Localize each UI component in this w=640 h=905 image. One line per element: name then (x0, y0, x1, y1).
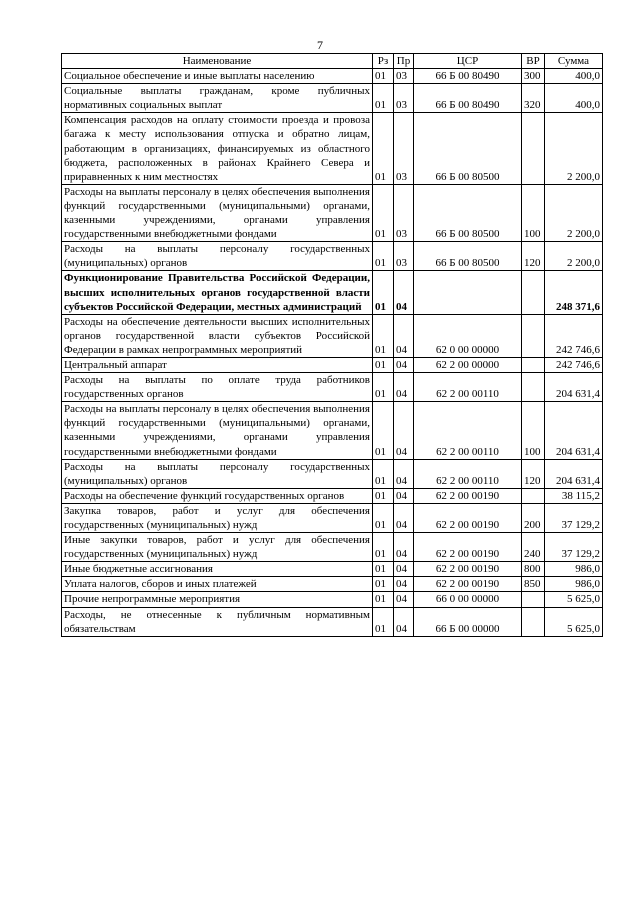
cell-rz: 01 (373, 184, 394, 241)
cell-sum: 5 625,0 (545, 607, 603, 636)
cell-sum: 204 631,4 (545, 459, 603, 488)
cell-sum: 2 200,0 (545, 113, 603, 184)
cell-name: Прочие непрограммные мероприятия (62, 592, 373, 607)
cell-pr: 04 (394, 607, 414, 636)
table-row (62, 402, 603, 459)
cell-sum: 37 129,2 (545, 503, 603, 532)
cell-rz: 01 (373, 69, 394, 84)
cell-sum: 2 200,0 (545, 184, 603, 241)
cell-csr (414, 271, 522, 314)
cell-name: Расходы на выплаты персоналу государственных (муниципальных) органов (62, 459, 373, 488)
cell-pr: 04 (394, 314, 414, 357)
cell-sum: 38 115,2 (545, 488, 603, 503)
cell-vr (522, 113, 545, 184)
cell-sum: 5 625,0 (545, 592, 603, 607)
cell-rz: 01 (373, 533, 394, 562)
cell-name: Уплата налогов, сборов и иных платежей (62, 577, 373, 592)
cell-sum: 204 631,4 (545, 402, 603, 459)
budget-table (61, 53, 603, 637)
cell-sum: 37 129,2 (545, 533, 603, 562)
cell-rz: 01 (373, 607, 394, 636)
table-row-section (62, 271, 603, 314)
cell-vr (522, 607, 545, 636)
table-row (62, 357, 603, 372)
table-row (62, 607, 603, 636)
header-name: Наименование (62, 54, 373, 69)
cell-pr: 04 (394, 402, 414, 459)
header-vr: ВР (522, 54, 545, 69)
cell-rz: 01 (373, 242, 394, 271)
cell-pr: 04 (394, 562, 414, 577)
cell-name: Расходы на обеспечение деятельности высших исполнительных органов государственной власти субъектов Российской Федерации в рамках непрограммных мероприятий (62, 314, 373, 357)
header-sum: Сумма (545, 54, 603, 69)
cell-rz: 01 (373, 373, 394, 402)
table-row (62, 459, 603, 488)
cell-vr: 850 (522, 577, 545, 592)
cell-rz: 01 (373, 113, 394, 184)
cell-csr: 62 2 00 00110 (414, 459, 522, 488)
cell-name: Расходы на выплаты персоналу государственных (муниципальных) органов (62, 242, 373, 271)
cell-sum: 400,0 (545, 69, 603, 84)
cell-vr: 100 (522, 402, 545, 459)
cell-pr: 04 (394, 592, 414, 607)
cell-name: Центральный аппарат (62, 357, 373, 372)
cell-csr: 62 2 00 00190 (414, 488, 522, 503)
cell-pr: 04 (394, 533, 414, 562)
cell-rz: 01 (373, 488, 394, 503)
cell-name: Закупка товаров, работ и услуг для обеспечения государственных (муниципальных) нужд (62, 503, 373, 532)
cell-name: Функционирование Правительства Российской Федерации, высших исполнительных органов государственной власти субъектов Российской Федерации, местных администраций (62, 271, 373, 314)
header-csr: ЦСР (414, 54, 522, 69)
cell-sum: 986,0 (545, 562, 603, 577)
cell-pr: 04 (394, 488, 414, 503)
cell-csr: 62 2 00 00110 (414, 402, 522, 459)
table-row (62, 113, 603, 184)
cell-pr: 03 (394, 69, 414, 84)
cell-rz: 01 (373, 459, 394, 488)
cell-vr: 100 (522, 184, 545, 241)
header-rz: Рз (373, 54, 394, 69)
cell-pr: 04 (394, 577, 414, 592)
cell-csr: 66 Б 00 80490 (414, 69, 522, 84)
cell-name: Расходы, не отнесенные к публичным нормативным обязательствам (62, 607, 373, 636)
cell-csr: 62 2 00 00110 (414, 373, 522, 402)
table-row (62, 503, 603, 532)
cell-name: Социальные выплаты гражданам, кроме публичных нормативных социальных выплат (62, 84, 373, 113)
cell-pr: 04 (394, 357, 414, 372)
cell-pr: 03 (394, 184, 414, 241)
cell-sum: 2 200,0 (545, 242, 603, 271)
cell-csr: 66 Б 00 80500 (414, 113, 522, 184)
cell-pr: 04 (394, 271, 414, 314)
cell-vr (522, 488, 545, 503)
cell-rz: 01 (373, 577, 394, 592)
cell-vr (522, 314, 545, 357)
table-row (62, 592, 603, 607)
cell-csr: 66 0 00 00000 (414, 592, 522, 607)
cell-sum: 204 631,4 (545, 373, 603, 402)
cell-csr: 66 Б 00 80500 (414, 242, 522, 271)
cell-pr: 04 (394, 459, 414, 488)
cell-csr: 66 Б 00 80500 (414, 184, 522, 241)
cell-sum: 242 746,6 (545, 357, 603, 372)
cell-name: Расходы на выплаты персоналу в целях обеспечения выполнения функций государственными (муниципальными) органами, казенными учреждениями, органами управления государственными внебюджетными фондами (62, 402, 373, 459)
cell-csr: 62 2 00 00190 (414, 577, 522, 592)
cell-vr: 120 (522, 459, 545, 488)
cell-pr: 04 (394, 373, 414, 402)
table-row (62, 488, 603, 503)
table-header-row (62, 54, 603, 69)
table-row (62, 69, 603, 84)
cell-rz: 01 (373, 357, 394, 372)
cell-name: Социальное обеспечение и иные выплаты населению (62, 69, 373, 84)
cell-csr: 62 2 00 00190 (414, 533, 522, 562)
cell-vr (522, 373, 545, 402)
cell-name: Иные закупки товаров, работ и услуг для обеспечения государственных (муниципальных) нужд (62, 533, 373, 562)
cell-rz: 01 (373, 503, 394, 532)
cell-name: Расходы на выплаты по оплате труда работников государственных органов (62, 373, 373, 402)
cell-vr: 300 (522, 69, 545, 84)
cell-rz: 01 (373, 314, 394, 357)
cell-pr: 04 (394, 503, 414, 532)
cell-rz: 01 (373, 84, 394, 113)
table-row (62, 242, 603, 271)
cell-rz: 01 (373, 562, 394, 577)
table-row (62, 373, 603, 402)
table-body (62, 69, 603, 637)
cell-vr (522, 271, 545, 314)
cell-name: Расходы на обеспечение функций государственных органов (62, 488, 373, 503)
cell-csr: 62 0 00 00000 (414, 314, 522, 357)
cell-name: Расходы на выплаты персоналу в целях обеспечения выполнения функций государственными (муниципальными) органами, казенными учреждениями, органами управления государственными внебюджетными фондами (62, 184, 373, 241)
cell-rz: 01 (373, 402, 394, 459)
cell-pr: 03 (394, 113, 414, 184)
cell-vr: 320 (522, 84, 545, 113)
cell-csr: 66 Б 00 80490 (414, 84, 522, 113)
cell-sum: 400,0 (545, 84, 603, 113)
table-row (62, 184, 603, 241)
cell-sum: 248 371,6 (545, 271, 603, 314)
table-row (62, 577, 603, 592)
cell-csr: 62 2 00 00190 (414, 503, 522, 532)
cell-vr (522, 357, 545, 372)
cell-name: Компенсация расходов на оплату стоимости проезда и провоза багажа к месту использования отпуска и обратно лицам, работающим в организациях, финансируемых из областного бюджета, расположенных в районах Крайнего Севера и приравненных к ним местностях (62, 113, 373, 184)
header-pr: Пр (394, 54, 414, 69)
cell-name: Иные бюджетные ассигнования (62, 562, 373, 577)
table-row (62, 533, 603, 562)
cell-vr: 200 (522, 503, 545, 532)
table-row (62, 84, 603, 113)
cell-sum: 242 746,6 (545, 314, 603, 357)
cell-vr (522, 592, 545, 607)
page-number: 7 (317, 38, 323, 52)
cell-rz: 01 (373, 271, 394, 314)
cell-rz: 01 (373, 592, 394, 607)
cell-csr: 62 2 00 00000 (414, 357, 522, 372)
cell-vr: 120 (522, 242, 545, 271)
cell-pr: 03 (394, 84, 414, 113)
cell-vr: 240 (522, 533, 545, 562)
table-row (62, 314, 603, 357)
cell-sum: 986,0 (545, 577, 603, 592)
table-row (62, 562, 603, 577)
cell-pr: 03 (394, 242, 414, 271)
cell-vr: 800 (522, 562, 545, 577)
cell-csr: 66 Б 00 00000 (414, 607, 522, 636)
cell-csr: 62 2 00 00190 (414, 562, 522, 577)
